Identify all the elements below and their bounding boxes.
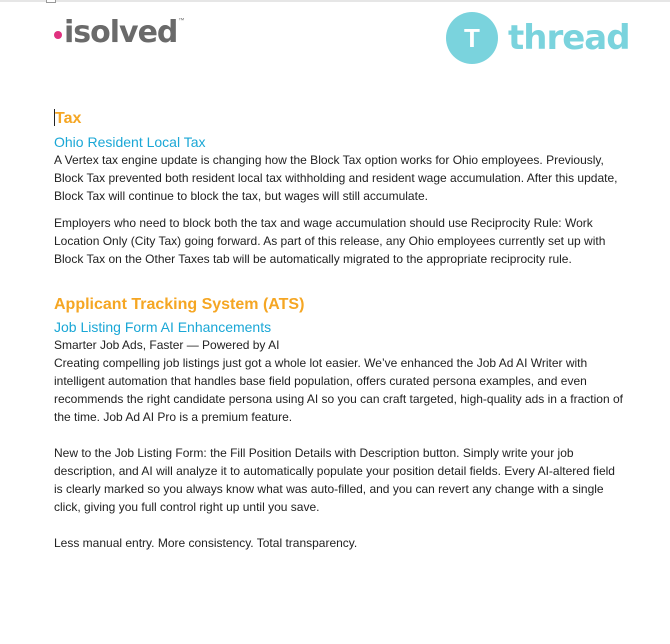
- tax-paragraph-2: Employers who need to block both the tax and wage accumulation should use Reciprocity Rule: Work Location Only (City Tax) going forward. As part of this release, any Ohio employees currently set up with Block Tax on the Other Taxes tab will be automatically migrated to the appropriate reciprocity rule.: [54, 216, 606, 266]
- thread-logo: [446, 12, 630, 64]
- ats-paragraph-2: New to the Job Listing Form: the Fill Position Details with Description button. Simply write your job description, and AI will analyze it to automatically populate your position detail fields. Every AI-altered field is clearly marked so you always know what was auto-filled, and you can revert any change with a single click, giving you full control right up until you save.: [54, 446, 615, 514]
- thread-circle-icon: [446, 12, 498, 64]
- ats-heading: Applicant Tracking System (ATS): [54, 296, 305, 313]
- isolved-logo-text: isolved: [64, 14, 178, 50]
- tax-subheading: Ohio Resident Local Tax: [54, 134, 206, 150]
- ats-tagline: Smarter Job Ads, Faster — Powered by AI: [54, 338, 280, 352]
- ats-section: [54, 294, 624, 552]
- ats-subheading: Job Listing Form AI Enhancements: [54, 319, 272, 335]
- thread-circle-letter: T: [464, 22, 480, 53]
- logo-dot-icon: [54, 31, 62, 39]
- tax-paragraph-1: A Vertex tax engine update is changing how the Block Tax option works for Ohio employees. Previously, Block Tax prevented both resident local tax withholding and resident wage accumulation. After this update, Block Tax will continue to block the tax, but wages will still accumulate.: [54, 153, 618, 203]
- trademark-mark: ™: [178, 18, 185, 24]
- page-corner-marker: [46, 0, 56, 3]
- thread-logo-text: thread: [508, 18, 630, 58]
- tax-heading: [54, 108, 624, 130]
- tax-heading-text: Tax: [55, 110, 82, 127]
- tax-section: [54, 108, 624, 268]
- isolved-logo: [54, 12, 184, 52]
- document-body: [54, 108, 624, 552]
- ats-paragraph-3: Less manual entry. More consistency. Total transparency.: [54, 536, 358, 550]
- page-top-border: [0, 0, 670, 2]
- ats-paragraph-1: Creating compelling job listings just got a whole lot easier. We’ve enhanced the Job Ad AI Writer with intelligent automation that handles base field population, offers curated persona examples, and even recommends the right candidate persona using AI so you can craft targeted, high-quality ads in a fraction of the time. Job Ad AI Pro is a premium feature.: [54, 356, 623, 424]
